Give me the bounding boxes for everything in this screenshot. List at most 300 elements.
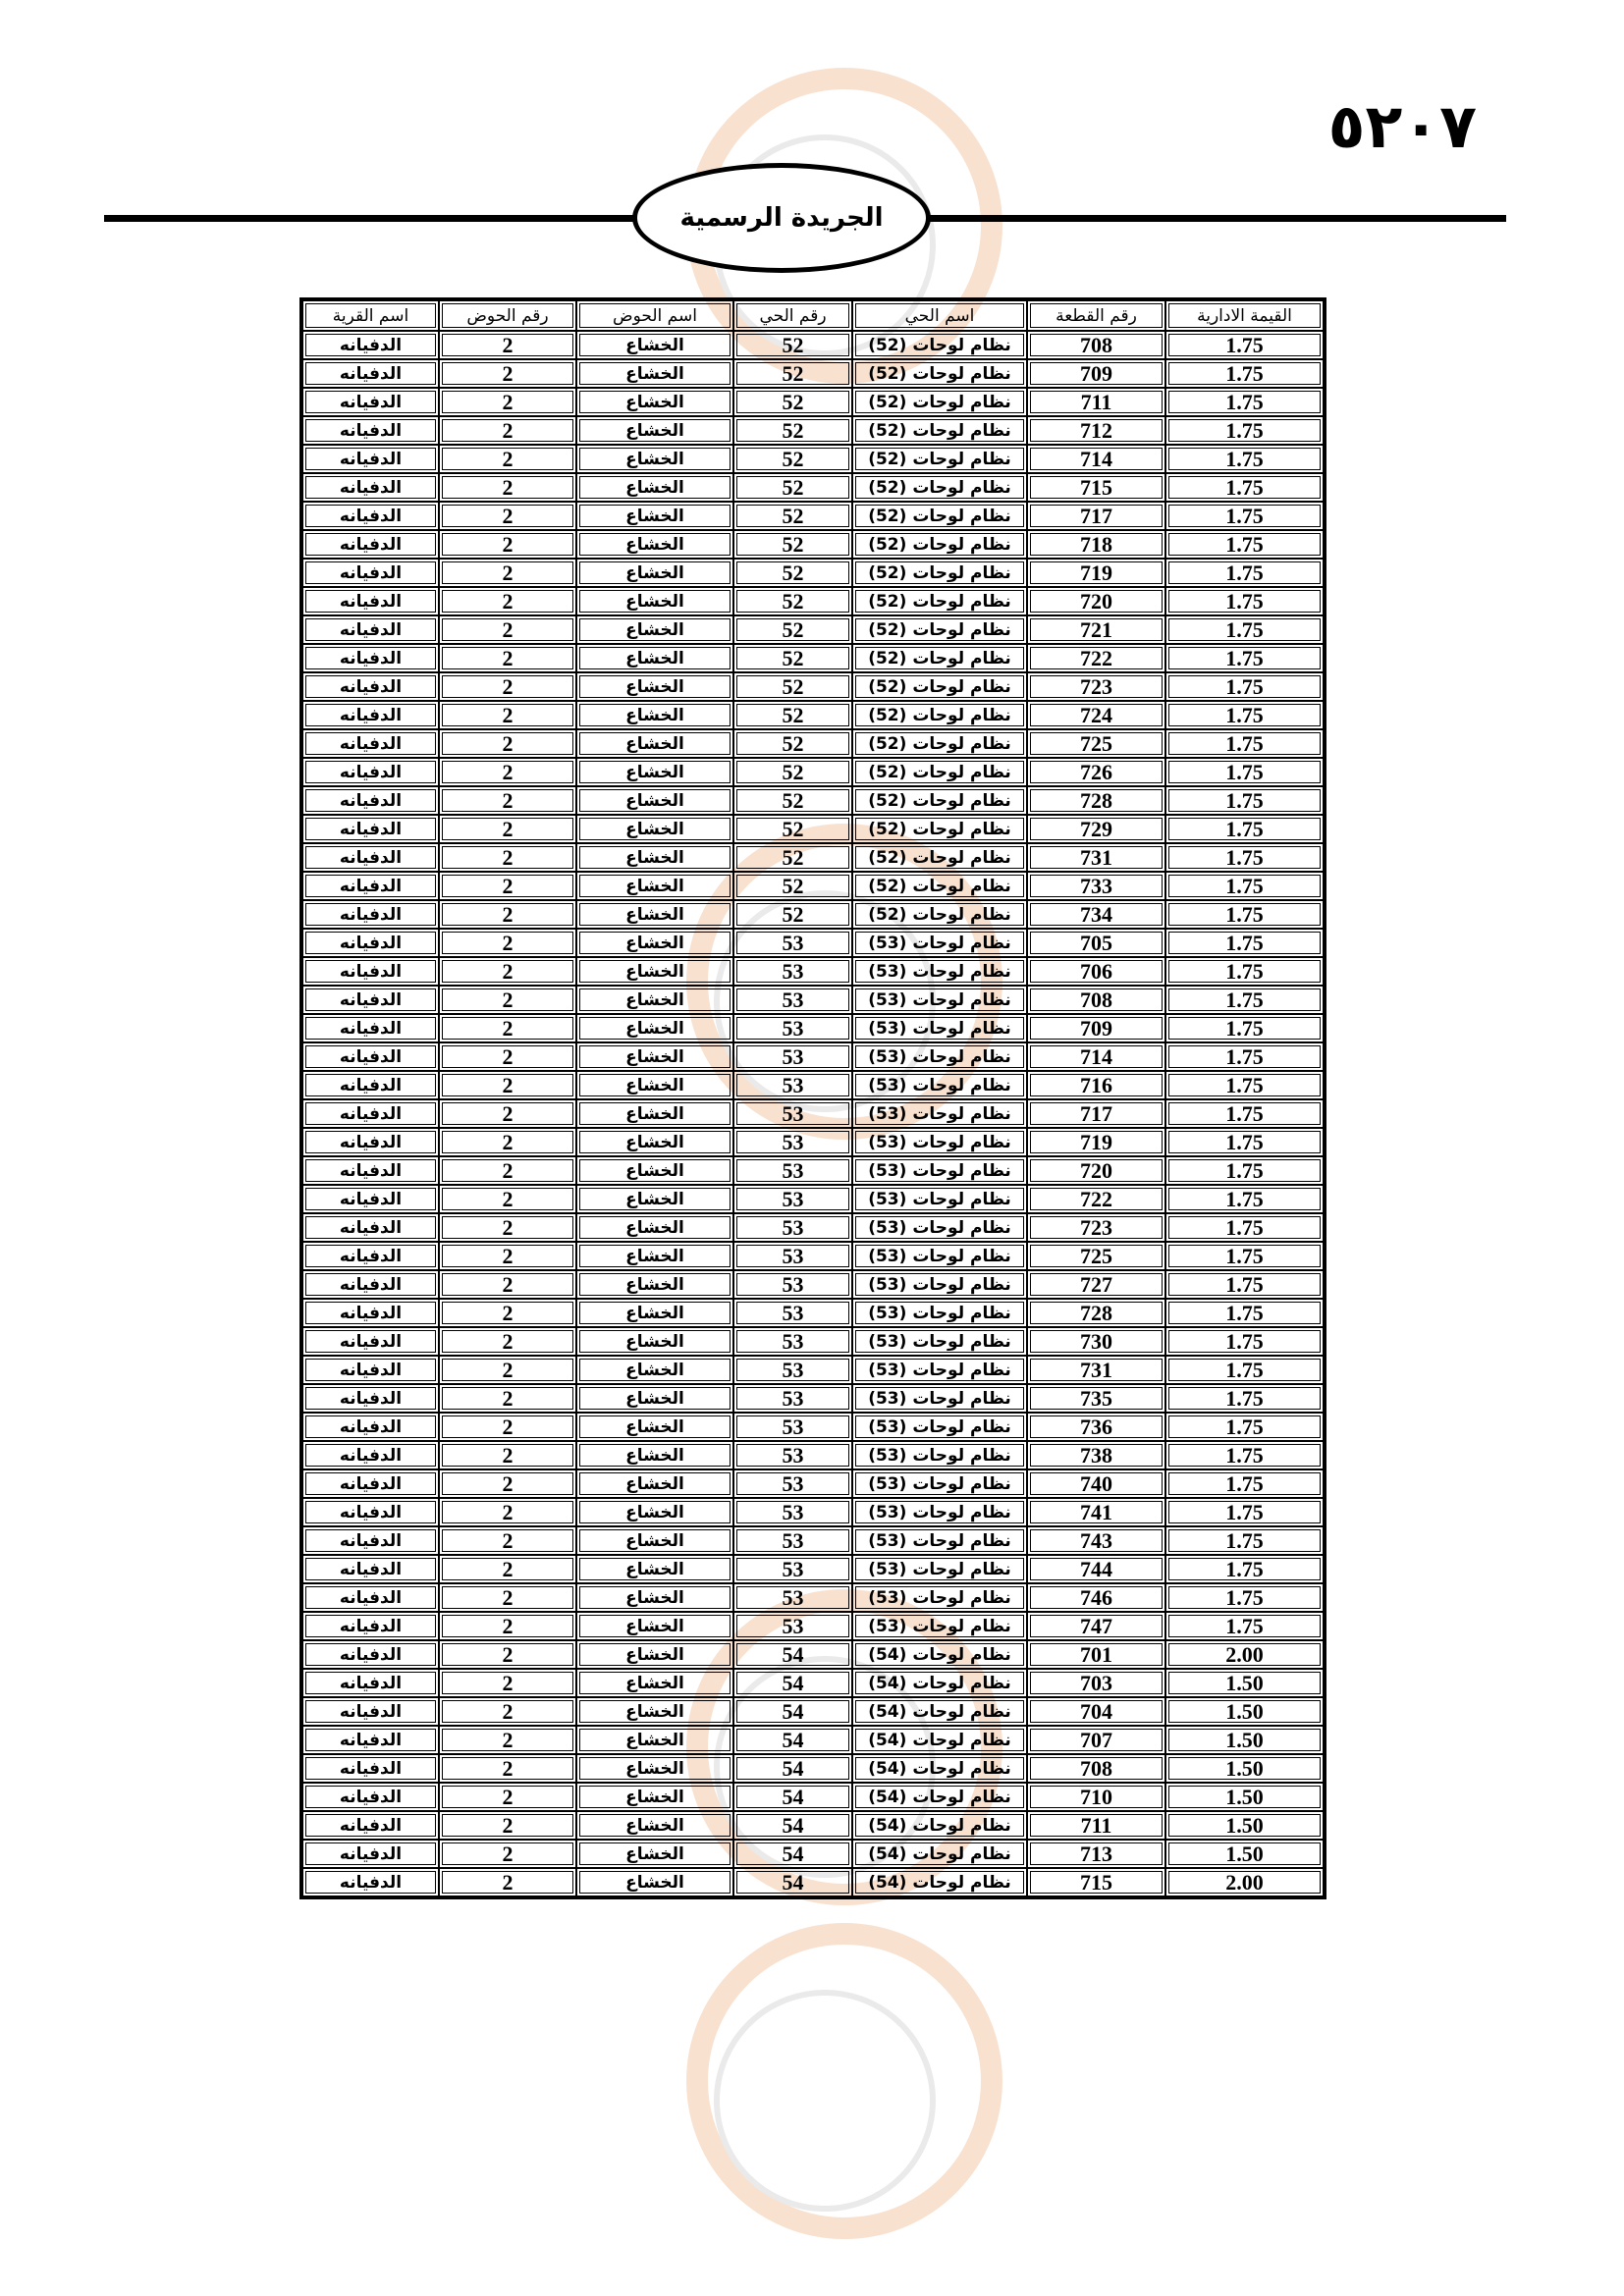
cell-village-name: الدفيانه [302, 1270, 439, 1299]
cell-plot-number: 719 [1027, 559, 1165, 587]
table-row [302, 1868, 1324, 1896]
table-row [302, 1156, 1324, 1185]
cell-administrative-value: 2.00 [1165, 1640, 1324, 1669]
cell-administrative-value: 1.75 [1165, 1356, 1324, 1384]
cell-plot-number: 705 [1027, 929, 1165, 957]
cell-plot-number: 724 [1027, 701, 1165, 729]
cell-basin-number: 2 [439, 1156, 576, 1185]
cell-administrative-value: 1.75 [1165, 900, 1324, 929]
cell-neighborhood-name: نظام لوحات (53) [852, 1384, 1027, 1413]
cell-administrative-value: 1.75 [1165, 587, 1324, 615]
cell-plot-number: 716 [1027, 1071, 1165, 1099]
cell-neighborhood-number: 53 [733, 1612, 852, 1640]
cell-basin-name: الخشاع [576, 1669, 733, 1697]
cell-neighborhood-name: نظام لوحات (52) [852, 701, 1027, 729]
cell-administrative-value: 1.75 [1165, 986, 1324, 1014]
cell-plot-number: 719 [1027, 1128, 1165, 1156]
cell-basin-name: الخشاع [576, 1783, 733, 1811]
cell-village-name: الدفيانه [302, 786, 439, 815]
table-row [302, 1583, 1324, 1612]
cell-administrative-value: 1.75 [1165, 388, 1324, 416]
cell-basin-name: الخشاع [576, 929, 733, 957]
cell-basin-name: الخشاع [576, 416, 733, 445]
cell-plot-number: 730 [1027, 1327, 1165, 1356]
cell-basin-number: 2 [439, 900, 576, 929]
cell-village-name: الدفيانه [302, 758, 439, 786]
cell-administrative-value: 1.50 [1165, 1811, 1324, 1840]
cell-village-name: الدفيانه [302, 672, 439, 701]
table-row [302, 388, 1324, 416]
table-row [302, 701, 1324, 729]
cell-village-name: الدفيانه [302, 843, 439, 872]
cell-basin-name: الخشاع [576, 758, 733, 786]
cell-basin-name: الخشاع [576, 1555, 733, 1583]
cell-neighborhood-name: نظام لوحات (53) [852, 1555, 1027, 1583]
cell-basin-number: 2 [439, 1868, 576, 1896]
cell-basin-name: الخشاع [576, 1327, 733, 1356]
cell-plot-number: 709 [1027, 1014, 1165, 1042]
cell-neighborhood-name: نظام لوحات (53) [852, 957, 1027, 986]
cell-village-name: الدفيانه [302, 701, 439, 729]
table-row [302, 872, 1324, 900]
cell-basin-name: الخشاع [576, 1270, 733, 1299]
cell-village-name: الدفيانه [302, 1242, 439, 1270]
cell-basin-number: 2 [439, 473, 576, 502]
cell-basin-number: 2 [439, 815, 576, 843]
cell-administrative-value: 1.75 [1165, 758, 1324, 786]
cell-basin-number: 2 [439, 416, 576, 445]
cell-village-name: الدفيانه [302, 1555, 439, 1583]
header-title-oval [632, 163, 931, 273]
cell-administrative-value: 2.00 [1165, 1868, 1324, 1896]
cell-plot-number: 717 [1027, 502, 1165, 530]
cell-basin-name: الخشاع [576, 1498, 733, 1526]
cell-village-name: الدفيانه [302, 1213, 439, 1242]
cell-neighborhood-number: 53 [733, 957, 852, 986]
cell-basin-number: 2 [439, 587, 576, 615]
cell-basin-number: 2 [439, 672, 576, 701]
cell-neighborhood-number: 54 [733, 1754, 852, 1783]
cell-village-name: الدفيانه [302, 445, 439, 473]
cell-village-name: الدفيانه [302, 1726, 439, 1754]
cell-neighborhood-number: 52 [733, 786, 852, 815]
cell-administrative-value: 1.75 [1165, 644, 1324, 672]
cell-neighborhood-name: نظام لوحات (53) [852, 1526, 1027, 1555]
cell-village-name: الدفيانه [302, 1840, 439, 1868]
cell-village-name: الدفيانه [302, 559, 439, 587]
cell-neighborhood-number: 53 [733, 1583, 852, 1612]
cell-basin-name: الخشاع [576, 815, 733, 843]
cell-neighborhood-name: نظام لوحات (54) [852, 1726, 1027, 1754]
cell-village-name: الدفيانه [302, 1327, 439, 1356]
cell-basin-name: الخشاع [576, 1469, 733, 1498]
cell-administrative-value: 1.75 [1165, 1612, 1324, 1640]
cell-administrative-value: 1.75 [1165, 1213, 1324, 1242]
cell-neighborhood-name: نظام لوحات (54) [852, 1754, 1027, 1783]
cell-neighborhood-number: 54 [733, 1783, 852, 1811]
table-row [302, 1726, 1324, 1754]
cell-plot-number: 708 [1027, 1754, 1165, 1783]
cell-basin-name: الخشاع [576, 615, 733, 644]
cell-neighborhood-name: نظام لوحات (53) [852, 1128, 1027, 1156]
cell-neighborhood-number: 52 [733, 900, 852, 929]
cell-basin-name: الخشاع [576, 1840, 733, 1868]
cell-basin-number: 2 [439, 1014, 576, 1042]
cell-plot-number: 728 [1027, 1299, 1165, 1327]
table-row [302, 502, 1324, 530]
cell-basin-number: 2 [439, 1726, 576, 1754]
cell-village-name: الدفيانه [302, 1156, 439, 1185]
cell-village-name: الدفيانه [302, 1413, 439, 1441]
cell-neighborhood-name: نظام لوحات (53) [852, 1099, 1027, 1128]
cell-basin-name: الخشاع [576, 1726, 733, 1754]
cell-basin-name: الخشاع [576, 1697, 733, 1726]
cell-basin-name: الخشاع [576, 872, 733, 900]
cell-basin-name: الخشاع [576, 1242, 733, 1270]
table-row [302, 672, 1324, 701]
cell-basin-name: الخشاع [576, 1213, 733, 1242]
cell-neighborhood-name: نظام لوحات (53) [852, 1299, 1027, 1327]
cell-neighborhood-name: نظام لوحات (53) [852, 1356, 1027, 1384]
cell-village-name: الدفيانه [302, 1128, 439, 1156]
cell-basin-number: 2 [439, 986, 576, 1014]
cell-village-name: الدفيانه [302, 929, 439, 957]
cell-plot-number: 723 [1027, 672, 1165, 701]
cell-administrative-value: 1.75 [1165, 1242, 1324, 1270]
cell-neighborhood-name: نظام لوحات (53) [852, 1413, 1027, 1441]
cell-administrative-value: 1.75 [1165, 502, 1324, 530]
cell-basin-number: 2 [439, 872, 576, 900]
cell-village-name: الدفيانه [302, 986, 439, 1014]
cell-basin-number: 2 [439, 388, 576, 416]
cell-neighborhood-name: نظام لوحات (52) [852, 843, 1027, 872]
cell-administrative-value: 1.75 [1165, 1526, 1324, 1555]
header-basin-name: اسم الحوض [576, 300, 733, 331]
cell-neighborhood-number: 53 [733, 1270, 852, 1299]
cell-neighborhood-name: نظام لوحات (52) [852, 672, 1027, 701]
cell-plot-number: 741 [1027, 1498, 1165, 1526]
cell-basin-number: 2 [439, 1356, 576, 1384]
table-row [302, 1213, 1324, 1242]
cell-plot-number: 711 [1027, 388, 1165, 416]
cell-plot-number: 708 [1027, 986, 1165, 1014]
table-row [302, 1555, 1324, 1583]
cell-village-name: الدفيانه [302, 1384, 439, 1413]
cell-basin-name: الخشاع [576, 587, 733, 615]
cell-neighborhood-name: نظام لوحات (52) [852, 359, 1027, 388]
cell-plot-number: 731 [1027, 1356, 1165, 1384]
cell-village-name: الدفيانه [302, 1042, 439, 1071]
cell-basin-name: الخشاع [576, 986, 733, 1014]
cell-plot-number: 722 [1027, 644, 1165, 672]
table-row [302, 786, 1324, 815]
table-row [302, 473, 1324, 502]
header-neighborhood-number: رقم الحي [733, 300, 852, 331]
cell-neighborhood-name: نظام لوحات (53) [852, 1469, 1027, 1498]
table-row [302, 1071, 1324, 1099]
table-row [302, 416, 1324, 445]
cell-administrative-value: 1.75 [1165, 701, 1324, 729]
cell-neighborhood-number: 52 [733, 872, 852, 900]
cell-plot-number: 701 [1027, 1640, 1165, 1669]
cell-plot-number: 708 [1027, 331, 1165, 359]
cell-neighborhood-name: نظام لوحات (53) [852, 1156, 1027, 1185]
cell-village-name: الدفيانه [302, 1754, 439, 1783]
cell-neighborhood-number: 54 [733, 1697, 852, 1726]
cell-basin-number: 2 [439, 1441, 576, 1469]
cell-administrative-value: 1.75 [1165, 815, 1324, 843]
table-row [302, 530, 1324, 559]
cell-basin-name: الخشاع [576, 1299, 733, 1327]
cell-administrative-value: 1.75 [1165, 1270, 1324, 1299]
cell-neighborhood-number: 53 [733, 1242, 852, 1270]
cell-administrative-value: 1.75 [1165, 672, 1324, 701]
table-row [302, 986, 1324, 1014]
cell-village-name: الدفيانه [302, 1099, 439, 1128]
cell-basin-name: الخشاع [576, 672, 733, 701]
cell-basin-name: الخشاع [576, 1099, 733, 1128]
cell-village-name: الدفيانه [302, 331, 439, 359]
cell-basin-number: 2 [439, 1669, 576, 1697]
table-row [302, 1441, 1324, 1469]
cell-village-name: الدفيانه [302, 815, 439, 843]
cell-neighborhood-name: نظام لوحات (53) [852, 986, 1027, 1014]
cell-neighborhood-name: نظام لوحات (53) [852, 1270, 1027, 1299]
table-row [302, 1327, 1324, 1356]
cell-basin-name: الخشاع [576, 1441, 733, 1469]
header-title: الجريدة الرسمية [679, 203, 884, 233]
cell-neighborhood-number: 52 [733, 587, 852, 615]
table-row [302, 900, 1324, 929]
cell-basin-number: 2 [439, 1099, 576, 1128]
cell-neighborhood-number: 52 [733, 331, 852, 359]
table-row [302, 1014, 1324, 1042]
cell-neighborhood-name: نظام لوحات (52) [852, 416, 1027, 445]
table-row [302, 1242, 1324, 1270]
cell-neighborhood-number: 53 [733, 1185, 852, 1213]
cell-plot-number: 718 [1027, 530, 1165, 559]
cell-village-name: الدفيانه [302, 900, 439, 929]
cell-administrative-value: 1.75 [1165, 1555, 1324, 1583]
cell-plot-number: 729 [1027, 815, 1165, 843]
cell-plot-number: 706 [1027, 957, 1165, 986]
cell-basin-number: 2 [439, 1555, 576, 1583]
cell-neighborhood-name: نظام لوحات (52) [852, 559, 1027, 587]
cell-basin-number: 2 [439, 1840, 576, 1868]
cell-neighborhood-name: نظام لوحات (53) [852, 1071, 1027, 1099]
cell-neighborhood-name: نظام لوحات (52) [852, 872, 1027, 900]
cell-village-name: الدفيانه [302, 957, 439, 986]
cell-village-name: الدفيانه [302, 1640, 439, 1669]
cell-neighborhood-name: نظام لوحات (52) [852, 644, 1027, 672]
cell-neighborhood-number: 52 [733, 843, 852, 872]
cell-neighborhood-name: نظام لوحات (54) [852, 1811, 1027, 1840]
cell-administrative-value: 1.75 [1165, 1042, 1324, 1071]
cell-neighborhood-name: نظام لوحات (52) [852, 587, 1027, 615]
cell-neighborhood-number: 53 [733, 986, 852, 1014]
cell-basin-number: 2 [439, 530, 576, 559]
table-row [302, 957, 1324, 986]
cell-neighborhood-number: 53 [733, 1526, 852, 1555]
clock-logo-watermark [697, 1934, 992, 2228]
cell-basin-number: 2 [439, 1498, 576, 1526]
cell-village-name: الدفيانه [302, 473, 439, 502]
cell-neighborhood-number: 52 [733, 473, 852, 502]
table-row [302, 1697, 1324, 1726]
cell-basin-name: الخشاع [576, 729, 733, 758]
cell-basin-number: 2 [439, 843, 576, 872]
cell-plot-number: 725 [1027, 729, 1165, 758]
cell-village-name: الدفيانه [302, 1356, 439, 1384]
cell-neighborhood-number: 53 [733, 1413, 852, 1441]
cell-basin-name: الخشاع [576, 473, 733, 502]
cell-plot-number: 722 [1027, 1185, 1165, 1213]
cell-village-name: الدفيانه [302, 502, 439, 530]
cell-plot-number: 712 [1027, 416, 1165, 445]
cell-neighborhood-number: 52 [733, 559, 852, 587]
cell-plot-number: 723 [1027, 1213, 1165, 1242]
cell-neighborhood-number: 53 [733, 1469, 852, 1498]
header-administrative-value: القيمة الادارية [1165, 300, 1324, 331]
cell-administrative-value: 1.50 [1165, 1726, 1324, 1754]
cell-basin-number: 2 [439, 1185, 576, 1213]
cell-basin-number: 2 [439, 929, 576, 957]
cell-neighborhood-number: 53 [733, 1128, 852, 1156]
cell-basin-name: الخشاع [576, 1156, 733, 1185]
cell-administrative-value: 1.75 [1165, 416, 1324, 445]
cell-administrative-value: 1.75 [1165, 1327, 1324, 1356]
cell-plot-number: 714 [1027, 445, 1165, 473]
cell-basin-number: 2 [439, 957, 576, 986]
table-row [302, 1128, 1324, 1156]
cell-basin-number: 2 [439, 729, 576, 758]
cell-basin-number: 2 [439, 1327, 576, 1356]
cell-basin-number: 2 [439, 1783, 576, 1811]
cell-neighborhood-number: 53 [733, 1071, 852, 1099]
cell-neighborhood-name: نظام لوحات (52) [852, 786, 1027, 815]
cell-administrative-value: 1.75 [1165, 530, 1324, 559]
cell-basin-number: 2 [439, 1042, 576, 1071]
cell-plot-number: 731 [1027, 843, 1165, 872]
cell-plot-number: 726 [1027, 758, 1165, 786]
cell-basin-number: 2 [439, 615, 576, 644]
cell-neighborhood-number: 52 [733, 729, 852, 758]
table-row [302, 1754, 1324, 1783]
cell-administrative-value: 1.75 [1165, 615, 1324, 644]
cell-plot-number: 717 [1027, 1099, 1165, 1128]
cell-plot-number: 733 [1027, 872, 1165, 900]
cell-village-name: الدفيانه [302, 1583, 439, 1612]
cell-neighborhood-name: نظام لوحات (52) [852, 530, 1027, 559]
cell-basin-name: الخشاع [576, 559, 733, 587]
cell-administrative-value: 1.50 [1165, 1669, 1324, 1697]
cell-plot-number: 736 [1027, 1413, 1165, 1441]
cell-administrative-value: 1.75 [1165, 843, 1324, 872]
cell-administrative-value: 1.75 [1165, 331, 1324, 359]
table-row [302, 559, 1324, 587]
table-row [302, 1526, 1324, 1555]
table-row [302, 1099, 1324, 1128]
table-row [302, 1384, 1324, 1413]
cell-basin-number: 2 [439, 1128, 576, 1156]
cell-neighborhood-name: نظام لوحات (52) [852, 331, 1027, 359]
cell-plot-number: 728 [1027, 786, 1165, 815]
cell-plot-number: 720 [1027, 587, 1165, 615]
cell-village-name: الدفيانه [302, 729, 439, 758]
cell-neighborhood-number: 54 [733, 1669, 852, 1697]
cell-basin-number: 2 [439, 1811, 576, 1840]
cell-plot-number: 720 [1027, 1156, 1165, 1185]
cell-neighborhood-number: 53 [733, 1213, 852, 1242]
cell-plot-number: 704 [1027, 1697, 1165, 1726]
table-row [302, 587, 1324, 615]
cell-plot-number: 714 [1027, 1042, 1165, 1071]
cell-basin-number: 2 [439, 1612, 576, 1640]
cell-basin-name: الخشاع [576, 1356, 733, 1384]
cell-administrative-value: 1.75 [1165, 1583, 1324, 1612]
table-row [302, 615, 1324, 644]
cell-village-name: الدفيانه [302, 615, 439, 644]
cell-basin-name: الخشاع [576, 359, 733, 388]
cell-basin-number: 2 [439, 559, 576, 587]
cell-basin-name: الخشاع [576, 701, 733, 729]
cell-plot-number: 738 [1027, 1441, 1165, 1469]
table-row [302, 1640, 1324, 1669]
cell-neighborhood-name: نظام لوحات (54) [852, 1868, 1027, 1896]
cell-basin-name: الخشاع [576, 1413, 733, 1441]
cell-neighborhood-number: 54 [733, 1640, 852, 1669]
cell-basin-number: 2 [439, 1526, 576, 1555]
cell-neighborhood-number: 53 [733, 1555, 852, 1583]
cell-neighborhood-number: 53 [733, 1156, 852, 1185]
cell-basin-name: الخشاع [576, 900, 733, 929]
cell-village-name: الدفيانه [302, 1868, 439, 1896]
table-row [302, 729, 1324, 758]
cell-village-name: الدفيانه [302, 1811, 439, 1840]
cell-basin-number: 2 [439, 758, 576, 786]
cell-basin-name: الخشاع [576, 1014, 733, 1042]
cell-neighborhood-name: نظام لوحات (52) [852, 445, 1027, 473]
cell-neighborhood-number: 52 [733, 445, 852, 473]
cell-neighborhood-name: نظام لوحات (53) [852, 1583, 1027, 1612]
cell-plot-number: 707 [1027, 1726, 1165, 1754]
cell-basin-number: 2 [439, 445, 576, 473]
cell-plot-number: 727 [1027, 1270, 1165, 1299]
cell-neighborhood-name: نظام لوحات (53) [852, 1242, 1027, 1270]
cell-neighborhood-number: 52 [733, 701, 852, 729]
cell-neighborhood-number: 53 [733, 1014, 852, 1042]
cell-plot-number: 734 [1027, 900, 1165, 929]
cell-basin-name: الخشاع [576, 786, 733, 815]
cell-neighborhood-number: 54 [733, 1726, 852, 1754]
cell-administrative-value: 1.50 [1165, 1840, 1324, 1868]
cell-plot-number: 715 [1027, 1868, 1165, 1896]
cell-administrative-value: 1.50 [1165, 1697, 1324, 1726]
cell-basin-number: 2 [439, 1413, 576, 1441]
cell-neighborhood-name: نظام لوحات (54) [852, 1697, 1027, 1726]
cell-neighborhood-name: نظام لوحات (53) [852, 1612, 1027, 1640]
table-row [302, 331, 1324, 359]
cell-basin-name: الخشاع [576, 644, 733, 672]
table-row [302, 1811, 1324, 1840]
cell-basin-number: 2 [439, 1640, 576, 1669]
cell-neighborhood-number: 54 [733, 1811, 852, 1840]
cell-basin-number: 2 [439, 1469, 576, 1498]
cell-plot-number: 744 [1027, 1555, 1165, 1583]
header-village-name: اسم القرية [302, 300, 439, 331]
table-row [302, 1413, 1324, 1441]
cell-basin-number: 2 [439, 644, 576, 672]
